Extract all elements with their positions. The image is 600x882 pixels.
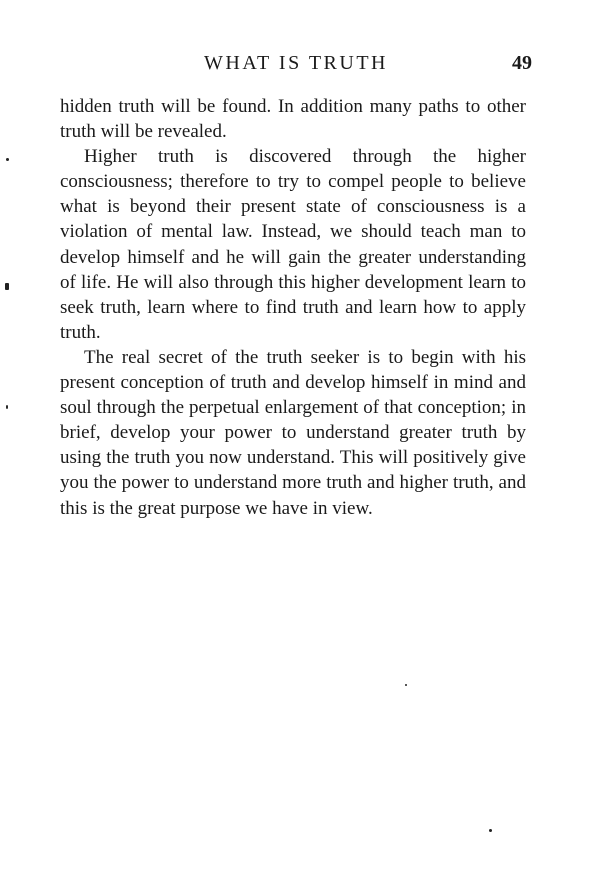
scan-speck	[489, 829, 492, 832]
running-head	[60, 48, 532, 78]
body-text	[60, 94, 526, 521]
page-number: 49	[512, 52, 532, 74]
paragraph-continuation: hidden truth will be found. In addition many paths to other truth will be revealed.	[60, 96, 526, 143]
scan-speck	[5, 283, 9, 290]
paragraph: Higher truth is discovered through the higher consciousness; therefore to try to compel people to believe what is beyond their present state of consciousness is a violation of mental law. Instead, we should teach man to develop himself and he will gain the greater understanding of life. He will also through this higher development learn to seek truth, learn where to find truth and learn how to apply truth.	[60, 146, 526, 343]
scan-speck	[405, 684, 407, 686]
running-title: WHAT IS TRUTH	[204, 52, 388, 74]
paragraph: The real secret of the truth seeker is to begin with his present conception of truth and develop himself in mind and soul through the perpetual enlargement of that conception; in brief, develop your power to understand greater truth by using the truth you now understand. This will positively give you the power to understand more truth and higher truth, and this is the great purpose we have in view.	[60, 346, 526, 519]
scan-speck	[6, 158, 9, 161]
scan-speck	[6, 405, 8, 409]
